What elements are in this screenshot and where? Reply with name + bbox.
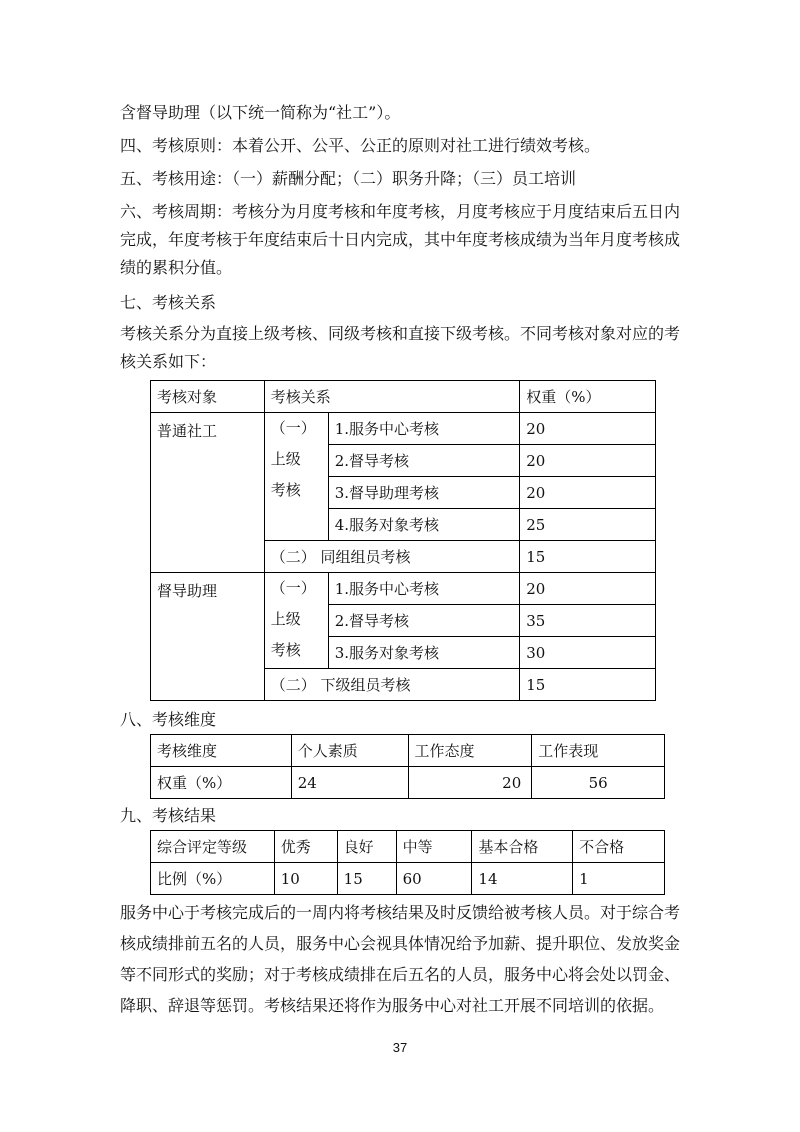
- value-cell: 56: [532, 767, 665, 799]
- object-cell: 普通社工: [151, 413, 265, 573]
- header-cell: 工作态度: [408, 735, 532, 767]
- weight-cell: 25: [520, 509, 656, 541]
- section-usage: 五、考核用途：（一）薪酬分配；（二）职务升降；（三）员工培训: [120, 169, 577, 188]
- value-cell: 60: [396, 863, 472, 895]
- section-principle: 四、考核原则：本着公开、公平、公正的原则对社工进行绩效考核。: [120, 136, 601, 155]
- relation-cell: 1.服务中心考核: [328, 413, 520, 445]
- header-cell: 良好: [337, 831, 396, 863]
- weight-cell: 15: [520, 669, 656, 701]
- row-label-cell: 权重（%）: [151, 767, 292, 799]
- header-cell: 基本合格: [472, 831, 573, 863]
- superior-label-line: （一）: [270, 579, 316, 597]
- row-label-cell: 比例（%）: [151, 863, 275, 895]
- superior-label-line: 上级: [270, 610, 301, 628]
- relation-cell: 4.服务对象考核: [328, 509, 520, 541]
- header-cell: 个人素质: [291, 735, 408, 767]
- relation-table: [150, 380, 656, 701]
- weight-cell: 20: [520, 445, 656, 477]
- relation-cell: 1.服务中心考核: [328, 573, 520, 605]
- header-cell: 权重（%）: [520, 381, 656, 413]
- paragraph-line: 核关系如下：: [120, 352, 217, 371]
- paragraph-line: 核成绩排前五名的人员，服务中心会视具体情况给予加薪、提升职位、发放奖金: [120, 934, 681, 953]
- relation-cell: 2.督导考核: [328, 445, 520, 477]
- superior-label-cell: [264, 573, 328, 669]
- superior-label-line: 上级: [270, 450, 301, 468]
- paragraph-line: 降职、辞退等惩罚。考核结果还将作为服务中心对社工开展不同培训的依据。: [120, 996, 665, 1015]
- header-cell: 优秀: [274, 831, 337, 863]
- relation-cell: （二） 下级组员考核: [264, 669, 519, 701]
- object-cell: 督导助理: [151, 573, 265, 701]
- superior-label-line: 考核: [270, 641, 301, 659]
- paragraph-line: 绩的累积分值。: [120, 258, 233, 277]
- relation-cell: 3.服务对象考核: [328, 637, 520, 669]
- dimension-table: [150, 734, 665, 799]
- result-table: [150, 830, 665, 895]
- superior-label-line: （一）: [270, 419, 316, 437]
- value-cell: 20: [408, 767, 532, 799]
- superior-label-line: 考核: [270, 481, 301, 499]
- header-cell: 不合格: [573, 831, 665, 863]
- header-cell: 中等: [396, 831, 472, 863]
- value-cell: 10: [274, 863, 337, 895]
- header-cell: 考核维度: [151, 735, 292, 767]
- section-period: 六、考核周期：考核分为月度考核和年度考核，月度考核应于月度结束后五日内: [120, 202, 681, 221]
- weight-cell: 15: [520, 541, 656, 573]
- section-result-heading: 九、考核结果: [120, 806, 217, 825]
- header-cell: 考核对象: [151, 381, 265, 413]
- weight-cell: 30: [520, 637, 656, 669]
- section-dimension-heading: 八、考核维度: [120, 710, 217, 729]
- paragraph-line: 考核关系分为直接上级考核、同级考核和直接下级考核。不同考核对象对应的考: [120, 324, 681, 343]
- header-cell: 综合评定等级: [151, 831, 275, 863]
- section-relation-heading: 七、考核关系: [120, 293, 217, 312]
- value-cell: 15: [337, 863, 396, 895]
- value-cell: 1: [573, 863, 665, 895]
- relation-cell: 2.督导考核: [328, 605, 520, 637]
- value-cell: 14: [472, 863, 573, 895]
- relation-cell: 3.督导助理考核: [328, 477, 520, 509]
- weight-cell: 20: [520, 413, 656, 445]
- header-cell: 工作表现: [532, 735, 665, 767]
- paragraph-line: 完成，年度考核于年度结束后十日内完成，其中年度考核成绩为当年月度考核成: [120, 230, 681, 249]
- weight-cell: 35: [520, 605, 656, 637]
- weight-cell: 20: [520, 573, 656, 605]
- superior-label-cell: [264, 413, 328, 541]
- weight-cell: 20: [520, 477, 656, 509]
- page-number: 37: [392, 1040, 408, 1055]
- value-cell: 24: [291, 767, 408, 799]
- paragraph-line: 含督导助理（以下统一简称为“社工”）。: [120, 103, 401, 122]
- paragraph-line: 等不同形式的奖励；对于考核成绩排在后五名的人员，服务中心将会处以罚金、: [120, 965, 681, 984]
- header-cell: 考核关系: [264, 381, 519, 413]
- paragraph-line: 服务中心于考核完成后的一周内将考核结果及时反馈给被考核人员。对于综合考: [120, 903, 681, 922]
- relation-cell: （二） 同组组员考核: [264, 541, 519, 573]
